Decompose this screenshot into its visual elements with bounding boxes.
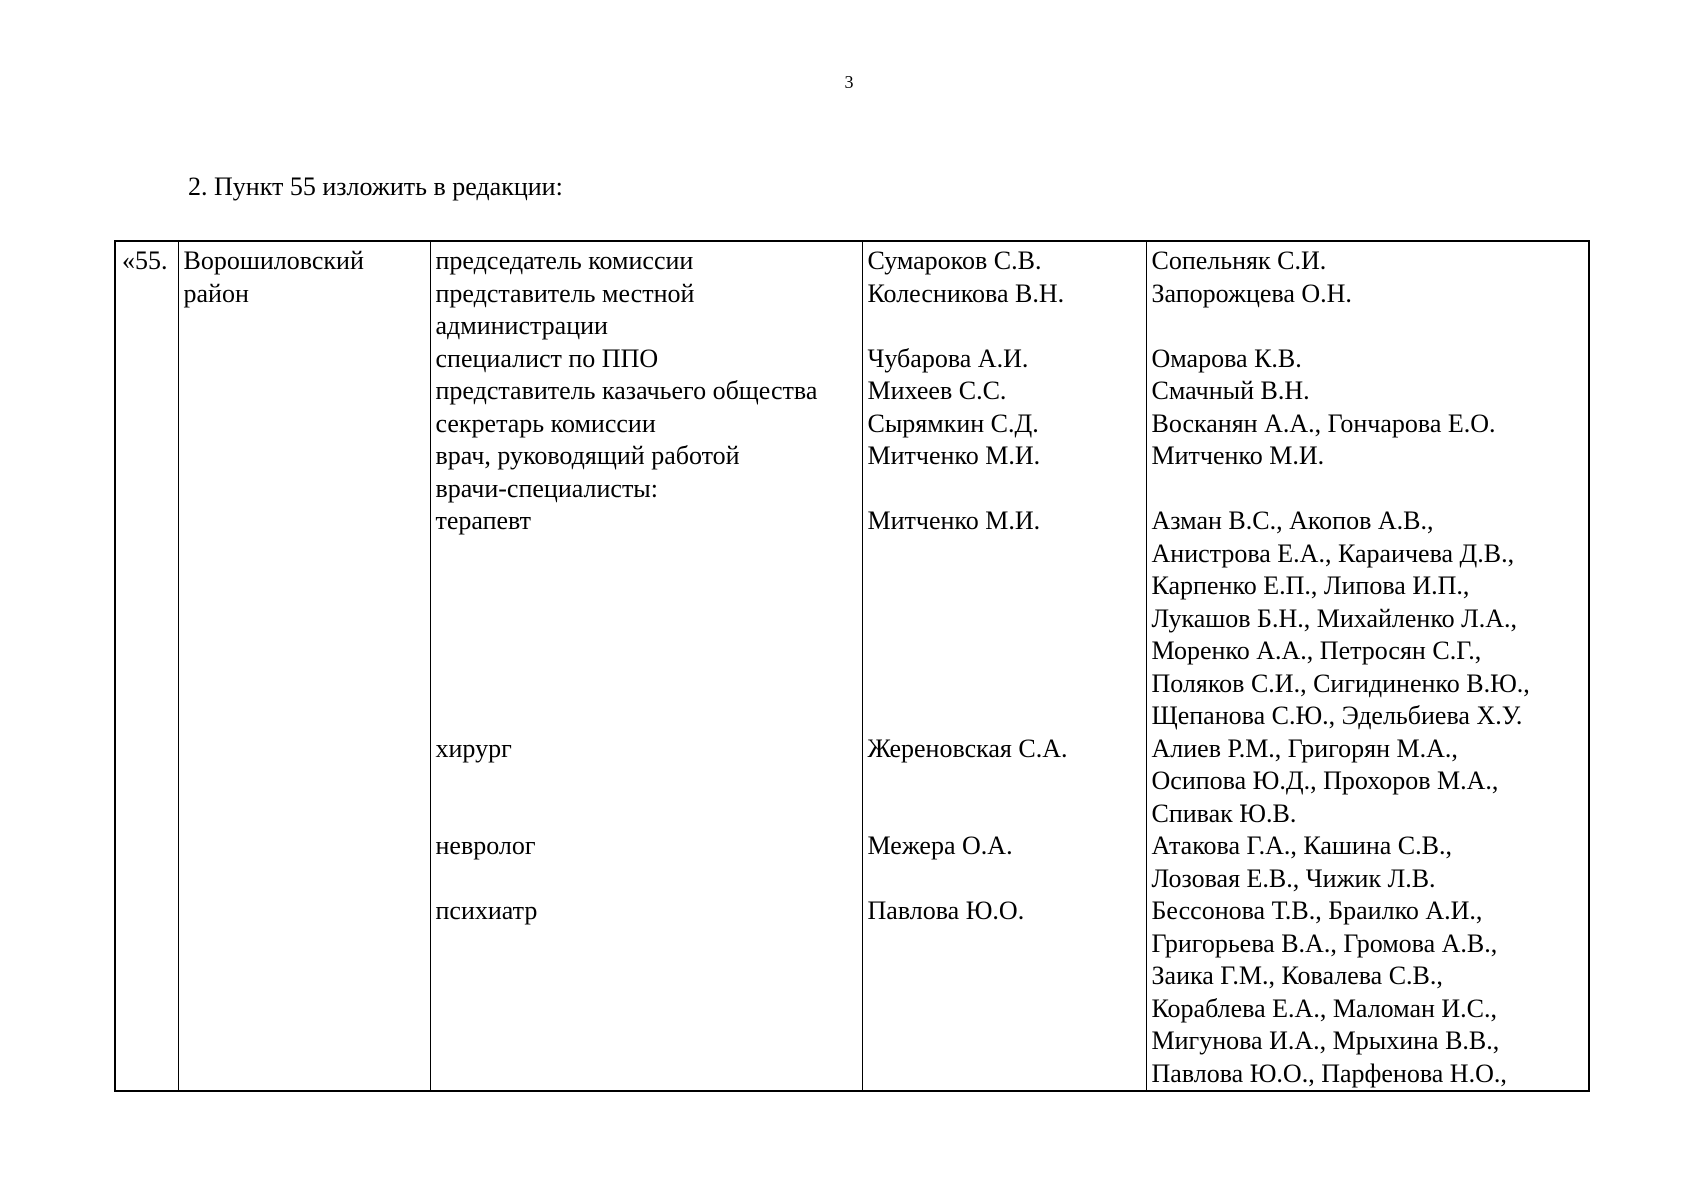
district-name-line: район (183, 278, 249, 308)
main-member: Чубарова А.И. (867, 343, 1029, 373)
amendment-instruction: 2. Пункт 55 изложить в редакции: (188, 172, 563, 201)
table-row (115, 241, 1589, 1091)
commission-table (114, 240, 1590, 1092)
role-lead-doctor: врач, руководящий работой (435, 441, 740, 470)
main-member: Жереновская С.А. (867, 733, 1068, 763)
role-therapist: терапевт (435, 506, 532, 535)
role-admin-rep: представитель местной (435, 278, 695, 308)
main-member: Сырямкин С.Д. (867, 408, 1039, 438)
reserve-member: Анистрова Е.А., Караичева Д.В., (1151, 538, 1515, 568)
item-number: «55. (122, 246, 168, 275)
role-neurologist: невролог (435, 831, 536, 860)
reserve-member: Азман В.С., Акопов А.В., (1151, 506, 1434, 535)
reserve-member: Щепанова С.Ю., Эдельбиева Х.У. (1151, 701, 1523, 730)
reserve-member: Григорьева В.А., Громова А.В., (1151, 928, 1498, 958)
main-member: Колесникова В.Н. (867, 278, 1065, 308)
main-member: Сумароков С.В. (867, 246, 1042, 275)
reserve-member: Восканян А.А., Гончарова Е.О. (1151, 408, 1496, 438)
reserve-member: Мигунова И.А., Мрыхина В.В., (1151, 1026, 1500, 1055)
reserve-member: Осипова Ю.Д., Прохоров М.А., (1151, 766, 1499, 795)
reserve-member: Карпенко Е.П., Липова И.П., (1151, 571, 1470, 600)
role-psychiatrist: психиатр (435, 896, 538, 925)
reserve-member: Запорожцева О.Н. (1151, 278, 1352, 308)
reserve-member: Павлова Ю.О., Парфенова Н.О., (1151, 1058, 1507, 1088)
reserve-member: Атакова Г.А., Кашина С.В., (1151, 831, 1452, 860)
main-member: Михеев С.С. (867, 376, 1007, 405)
district-name-line: Ворошиловский (183, 246, 364, 275)
reserve-member: Поляков С.И., Сигидиненко В.Ю., (1151, 668, 1530, 698)
reserve-member: Заика Г.М., Ковалева С.В., (1151, 961, 1443, 990)
role-chairman: председатель комиссии (435, 246, 694, 275)
reserve-member: Омарова К.В. (1151, 343, 1302, 373)
reserve-member: Лозовая Е.В., Чижик Л.В. (1151, 863, 1436, 893)
main-member: Павлова Ю.О. (867, 896, 1025, 925)
role-cossack-rep: представитель казачьего общества (435, 376, 818, 405)
reserve-member: Кораблева Е.А., Маломан И.С., (1151, 993, 1498, 1023)
role-admin-rep-cont: администрации (435, 311, 608, 340)
reserve-member: Алиев Р.М., Григорян М.А., (1151, 733, 1458, 763)
role-surgeon: хирург (435, 733, 512, 763)
main-member: Митченко М.И. (867, 441, 1041, 470)
reserve-member: Смачный В.Н. (1151, 376, 1310, 405)
roles-cell (430, 241, 862, 1091)
role-specialists-heading: врачи-специалисты: (435, 473, 658, 503)
reserve-member: Сопельняк С.И. (1151, 246, 1327, 275)
reserve-member: Лукашов Б.Н., Михайленко Л.А., (1151, 603, 1518, 633)
district-cell (178, 241, 430, 1091)
reserve-member: Митченко М.И. (1151, 441, 1325, 470)
main-member: Межера О.А. (867, 831, 1013, 860)
main-members-cell (862, 241, 1146, 1091)
reserve-member: Моренко А.А., Петросян С.Г., (1151, 636, 1482, 665)
reserve-members-cell (1146, 241, 1589, 1091)
page-number: 3 (844, 72, 854, 92)
role-ppo-specialist: специалист по ППО (435, 343, 659, 373)
reserve-member: Бессонова Т.В., Браилко А.И., (1151, 896, 1483, 925)
item-number-cell (115, 241, 178, 1091)
main-member: Митченко М.И. (867, 506, 1041, 535)
reserve-member: Спивак Ю.В. (1151, 798, 1297, 828)
role-secretary: секретарь комиссии (435, 408, 656, 438)
